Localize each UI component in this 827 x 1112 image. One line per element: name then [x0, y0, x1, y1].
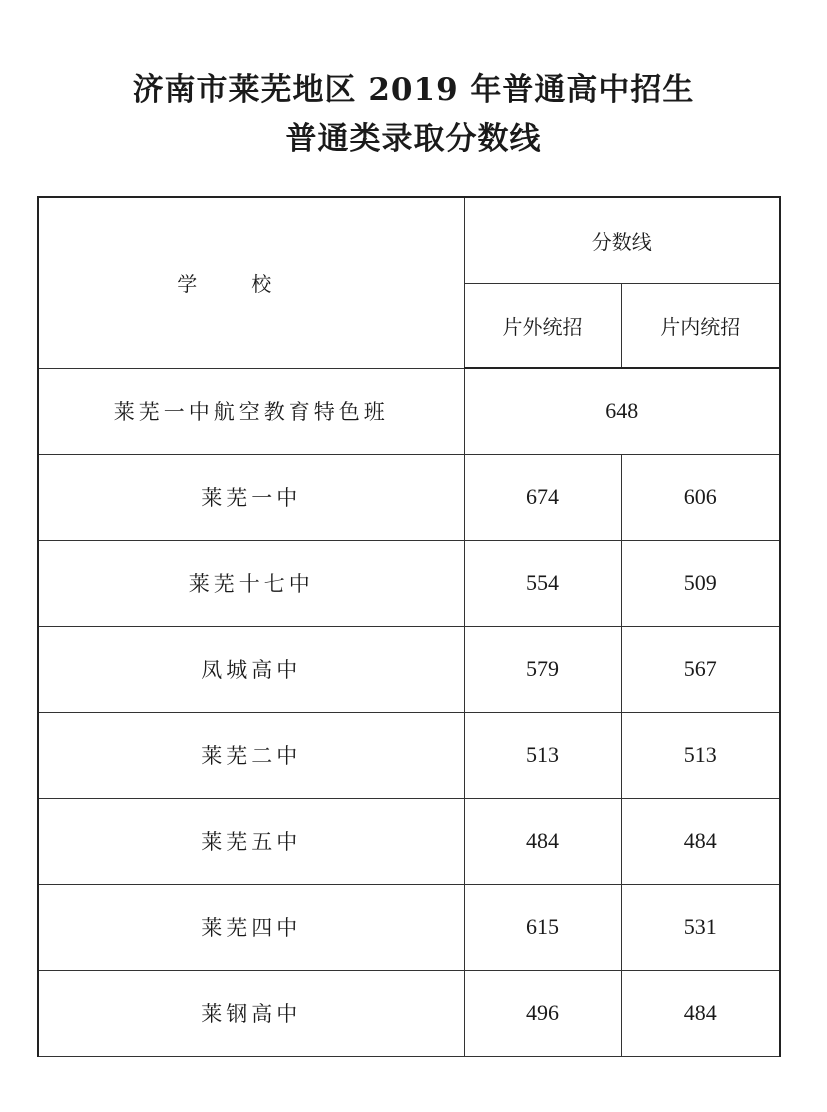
score-inside: 531: [621, 884, 780, 970]
score-inside: 509: [621, 540, 780, 626]
score-inside: 484: [621, 798, 780, 884]
score-inside: 606: [621, 454, 780, 540]
score-outside: 674: [464, 454, 621, 540]
score-table: [37, 196, 781, 1057]
score-outside: 579: [464, 626, 621, 712]
table-row: [38, 970, 780, 1056]
score-combined: 648: [464, 368, 780, 454]
school-name: 莱钢高中: [38, 970, 464, 1056]
school-name: 莱芜五中: [38, 798, 464, 884]
table-row: [38, 454, 780, 540]
score-outside: 554: [464, 540, 621, 626]
score-inside: 567: [621, 626, 780, 712]
school-name: 莱芜十七中: [38, 540, 464, 626]
header-score-group: 分数线: [464, 197, 780, 283]
school-name: 凤城高中: [38, 626, 464, 712]
table-row: [38, 712, 780, 798]
table-row: [38, 626, 780, 712]
school-name: 莱芜二中: [38, 712, 464, 798]
document-title-line2: 普通类录取分数线: [285, 121, 542, 157]
table-row: [38, 884, 780, 970]
score-inside: 513: [621, 712, 780, 798]
score-outside: 513: [464, 712, 621, 798]
score-outside: 615: [464, 884, 621, 970]
school-name: 莱芜一中: [38, 454, 464, 540]
table-row: [38, 540, 780, 626]
school-name: 莱芜一中航空教育特色班: [38, 368, 464, 454]
table-row: [38, 798, 780, 884]
header-school: 学校: [38, 197, 464, 368]
document-title-line1: 济南市莱芜地区 2019 年普通高中招生: [132, 72, 695, 108]
header-inside-enrollment: 片内统招: [621, 283, 780, 368]
school-name: 莱芜四中: [38, 884, 464, 970]
header-outside-enrollment: 片外统招: [464, 283, 621, 368]
score-outside: 484: [464, 798, 621, 884]
table-row-special: [38, 368, 780, 454]
score-outside: 496: [464, 970, 621, 1056]
score-inside: 484: [621, 970, 780, 1056]
